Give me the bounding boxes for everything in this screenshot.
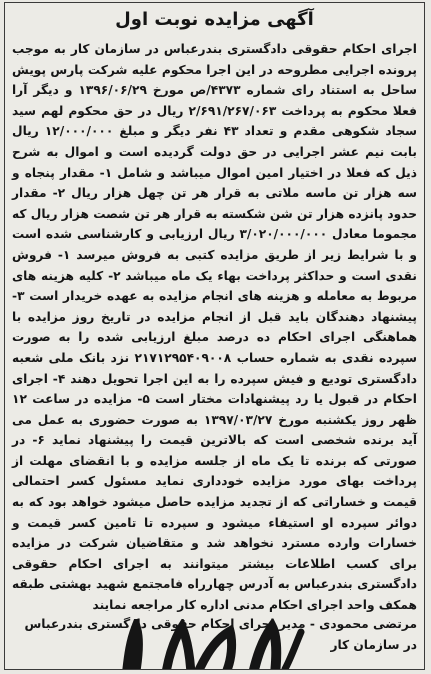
auction-notice: [4, 2, 425, 670]
notice-title: آگهی مزایده نوبت اول: [115, 9, 314, 30]
notice-body: اجرای احکام حقوقی دادگستری بندرعباس در سازمان کار به موجب پرونده اجرایی مطروحه در این اجرا محکوم علیه شرکت پارس پویش ساحل به استناد رای شماره ۴۳۷۳/ص مورخ ۱۳۹۶/۰۶/۲۹ و دیگر آرا فعلا محکوم به پرداخت ۲/۶۹۱/۲۶۷/۰۶۳ ریال در حق محکوم لهم سید سجاد شکوهی مقدم و تعداد ۴۳ نفر دیگر و مبلغ ۱۲/۰۰۰/۰۰۰ ریال بابت نیم عشر اجرایی در حق دولت گردیده است و اموال به شرح ذیل که فعلا در اختیار امین اموال میباشد و شامل ۱- مقدار پنجاه و سه هزار تن ماسه ملاتی به قرار هر تن چهل هزار ریال ۲- مقدار حدود پانزده هزار تن شن شکسته به قرار هر تن شصت هزار ریال که مجموما معادل ۳/۰۲۰/۰۰۰/۰۰۰ ریال ارزیابی و کارشناسی شده است و با شرایط زیر از طریق مزایده کتبی به فروش میرسد ۱- فروش نقدی است و حداکثر پرداخت بهاء یک ماه میباشد ۲- کلیه هزینه های مربوط به معامله و هزینه های انجام مزایده به عهده خریدار است ۳- پیشنهاد دهندگان باید قبل از انجام مزایده در تاریخ روز مزایده با هماهنگی اجرای احکام ده درصد مبلغ ارزیابی شده را به صورت سپرده نقدی به شماره حساب ۲۱۷۱۲۹۵۴۰۹۰۰۸ نزد بانک ملی شعبه دادگستری تودیع و فیش سپرده را به این اجرا تحویل دهند ۴- اجرای احکام در قبول یا رد پیشنهادات مختار است ۵- مزایده در ساعت ۱۲ ظهر روز یکشنبه مورخ ۱۳۹۷/۰۳/۲۷ به صورت حضوری به عمل می آید برنده شخصی است که بالاترین قیمت را پیشنهاد نماید ۶- در صورتی که برنده تا یک ماه از جلسه مزایده و با انقضای مهلت از پرداخت بهای مورد مزایده خودداری نماید مسئول کسر احتمالی قیمت و خساراتی که از تجدید مزایده حاصل میشود خواهد بود که به دوائر سپرده او استیفاء میشود و سپرده تا تامین کسر قیمت و خسارات وارده مسترد نخواهد شد و متقاضیان شرکت در مزایده برای کسب اطلاعات بیشتر میتوانند به اجرای احکام حقوقی دادگستری بندرعباس به آدرس چهارراه فامجتمع شهید بهشتی طبقه همکف واحد اجرای احکام مدنی اداره کار مراجعه نمایند: [12, 42, 417, 613]
handwritten-number-mark: [117, 619, 307, 670]
notice-signature: مرتضی محمودی - مدیر اجرای احکام حقوقی دادگستری بندرعباس در سازمان کار: [24, 617, 417, 652]
